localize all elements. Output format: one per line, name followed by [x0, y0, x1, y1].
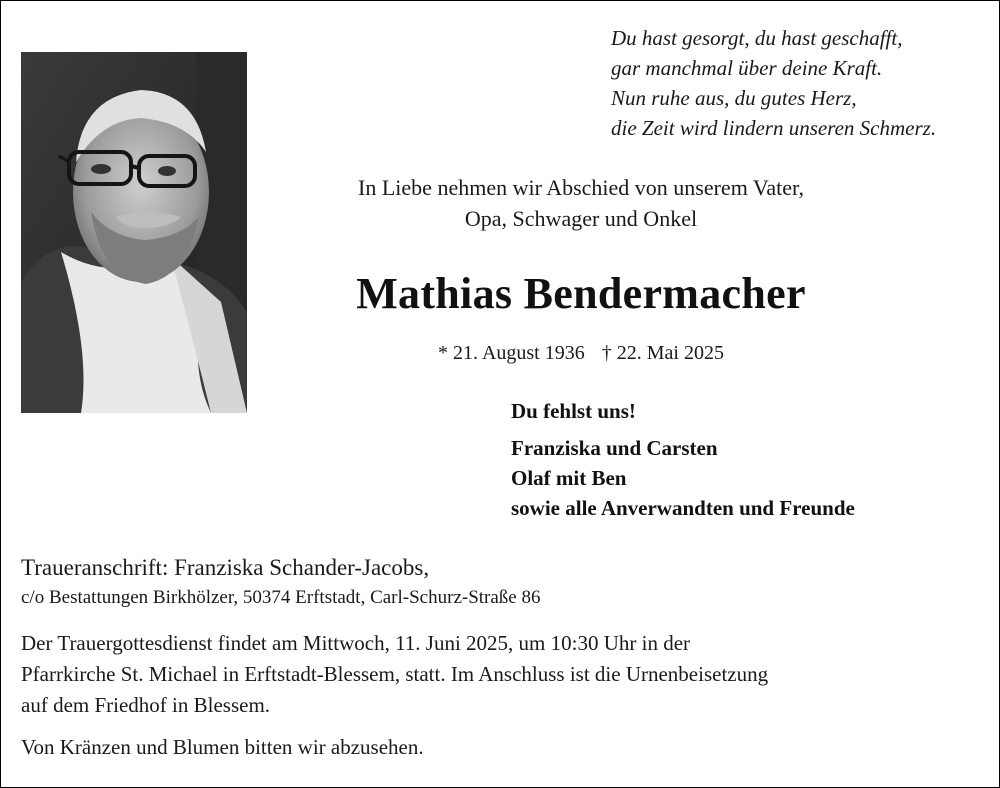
mourner-name: Olaf mit Ben [511, 466, 627, 490]
farewell-line: Du fehlst uns! [511, 399, 636, 423]
mourners-block [511, 396, 981, 523]
deceased-name: Mathias Bendermacher [356, 269, 806, 318]
service-line: Pfarrkirche St. Michael in Erftstadt-Blessem, statt. Im Anschluss ist die Urnenbeisetzung [21, 662, 769, 686]
poem-line: gar manchmal über deine Kraft. [611, 56, 883, 80]
poem-line: Du hast gesorgt, du hast geschafft, [611, 26, 903, 50]
poem-line: die Zeit wird lindern unseren Schmerz. [611, 116, 937, 140]
service-line: Der Trauergottesdienst findet am Mittwoch, 11. Juni 2025, um 10:30 Uhr in der [21, 631, 691, 655]
intro-line: In Liebe nehmen wir Abschied von unserem Vater, [358, 175, 804, 200]
mourner-name: Franziska und Carsten [511, 436, 718, 460]
life-dates [261, 338, 901, 368]
poem [611, 23, 991, 143]
service-info [21, 628, 986, 763]
service-line: auf dem Friedhof in Blessem. [21, 693, 271, 717]
portrait-image [21, 52, 247, 413]
birth-date: * 21. August 1936 [438, 342, 585, 364]
mourner-name: sowie alle Anverwandten und Freunde [511, 496, 855, 520]
death-date: † 22. Mai 2025 [601, 342, 724, 364]
portrait-photo [21, 52, 247, 413]
poem-line: Nun ruhe aus, du gutes Herz, [611, 86, 857, 110]
address-line: c/o Bestattungen Birkhölzer, 50374 Erftstadt, Carl-Schurz-Straße 86 [21, 587, 541, 608]
intro-text [261, 172, 901, 234]
mourning-address [21, 551, 981, 611]
address-line: Traueranschrift: Franziska Schander-Jacobs, [21, 555, 430, 580]
closing-note: Von Kränzen und Blumen bitten wir abzusehen. [21, 735, 424, 759]
intro-line: Opa, Schwager und Onkel [464, 206, 698, 231]
